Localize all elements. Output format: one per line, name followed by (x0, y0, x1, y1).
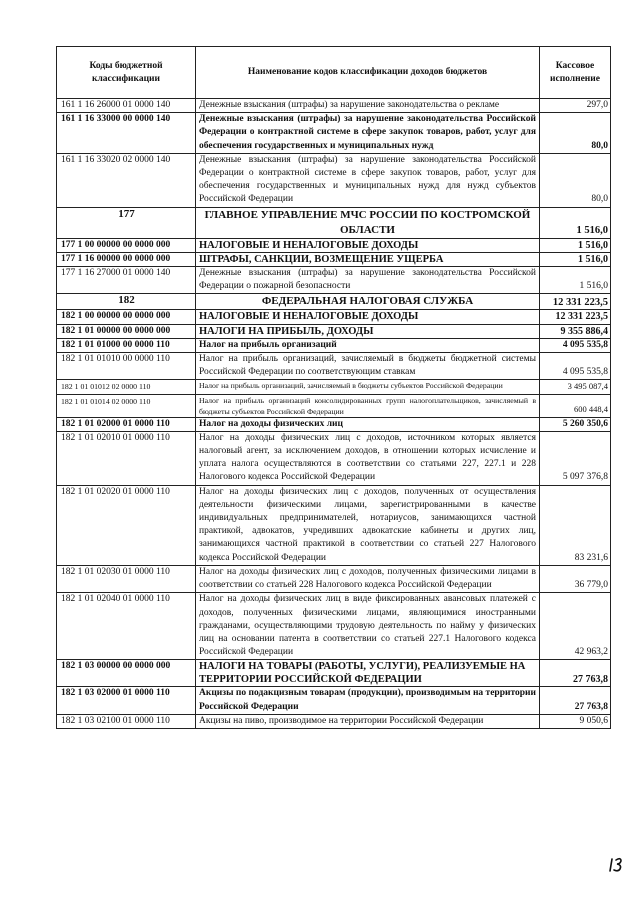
row-name: Денежные взыскания (штрафы) за нарушение законодательства о рекламе (196, 99, 540, 113)
row-code: 177 1 00 00000 00 0000 000 (57, 238, 196, 252)
row-code: 177 (57, 207, 196, 238)
row-code: 177 1 16 27000 01 0000 140 (57, 267, 196, 294)
row-name: Денежные взыскания (штрафы) за нарушение законодательства Российской Федерации о пожарной безопасности (196, 267, 540, 294)
row-name: НАЛОГИ НА ТОВАРЫ (РАБОТЫ, УСЛУГИ), РЕАЛИЗУЕМЫЕ НА ТЕРРИТОРИИ РОССИЙСКОЙ ФЕДЕРАЦИИ (196, 660, 540, 687)
row-name: ШТРАФЫ, САНКЦИИ, ВОЗМЕЩЕНИЕ УЩЕРБА (196, 252, 540, 266)
row-name: ФЕДЕРАЛЬНАЯ НАЛОГОВАЯ СЛУЖБА (196, 294, 540, 310)
row-code: 182 1 01 01014 02 0000 110 (57, 394, 196, 417)
row-amount: 80,0 (540, 153, 611, 207)
row-code: 182 1 03 02100 01 0000 110 (57, 714, 196, 728)
row-code: 182 1 01 02010 01 0000 110 (57, 431, 196, 485)
table-row (57, 394, 611, 417)
row-name: Налог на доходы физических лиц в виде фиксированных авансовых платежей с доходов, полученных физическими лицами, являющимися иностранными гражданами, осуществляющими трудовую деятельность по найму у физических лиц на основании патента в соответствии со статьей 227.1 Налогового кодекса Российской Федерации (196, 593, 540, 660)
table-row (57, 714, 611, 728)
row-code: 182 1 00 00000 00 0000 000 (57, 310, 196, 324)
row-code: 182 1 01 01010 00 0000 110 (57, 353, 196, 380)
header-amount: Кассовое исполнение (540, 47, 611, 99)
row-name: Налог на прибыль организаций, зачисляемый в бюджеты субъектов Российской Федерации (196, 380, 540, 394)
row-code: 182 1 01 02000 01 0000 110 (57, 417, 196, 431)
row-name: Налог на доходы физических лиц с доходов, полученных от осуществления деятельности физическими лицами, зарегистрированными в качестве индивидуальных предпринимателей, нотариусов, занимающихся частной практикой, адвокатов, учредивших адвокатские кабинеты и других лиц, занимающихся частной практикой в соответствии со статьей 227 Налогового кодекса Российской Федерации (196, 485, 540, 565)
table-row (57, 660, 611, 687)
row-name: Налог на доходы физических лиц (196, 417, 540, 431)
row-code: 182 1 03 02000 01 0000 110 (57, 687, 196, 714)
table-row (57, 593, 611, 660)
table-row (57, 310, 611, 324)
row-code: 161 1 16 26000 01 0000 140 (57, 99, 196, 113)
row-amount: 9 355 886,4 (540, 324, 611, 338)
row-name: Акцизы по подакцизным товарам (продукции), производимым на территории Российской Федерации (196, 687, 540, 714)
row-amount: 12 331 223,5 (540, 310, 611, 324)
table-row (57, 267, 611, 294)
row-name: Налог на прибыль организаций консолидированных групп налогоплательщиков, зачисляемый в бюджеты субъектов Российской Федерации (196, 394, 540, 417)
row-amount: 600 448,4 (540, 394, 611, 417)
row-code: 182 1 01 02030 01 0000 110 (57, 565, 196, 592)
row-code: 182 1 01 00000 00 0000 000 (57, 324, 196, 338)
row-amount: 1 516,0 (540, 238, 611, 252)
table-row (57, 417, 611, 431)
row-amount: 1 516,0 (540, 252, 611, 266)
page-number-handwritten (608, 856, 626, 874)
header-code: Коды бюджетной классификации (57, 47, 196, 99)
row-amount: 1 516,0 (540, 207, 611, 238)
row-amount: 4 095 535,8 (540, 338, 611, 352)
table-row (57, 252, 611, 266)
row-amount: 3 495 087,4 (540, 380, 611, 394)
row-name: НАЛОГОВЫЕ И НЕНАЛОГОВЫЕ ДОХОДЫ (196, 238, 540, 252)
row-amount: 297,0 (540, 99, 611, 113)
row-name: Денежные взыскания (штрафы) за нарушение законодательства Российской Федерации о контрактной системе в сфере закупок товаров, работ, услуг для обеспечения государственных и муниципальных нужд (196, 113, 540, 154)
row-name: Денежные взыскания (штрафы) за нарушение законодательства Российской Федерации о контрактной системе в сфере закупок товаров, работ, услуг для обеспечения государственных и муниципальных нужд для нужд субъектов Российской Федерации (196, 153, 540, 207)
row-name: НАЛОГИ НА ПРИБЫЛЬ, ДОХОДЫ (196, 324, 540, 338)
table-header (57, 47, 611, 99)
row-code: 182 1 03 00000 00 0000 000 (57, 660, 196, 687)
row-code: 182 1 01 02040 01 0000 110 (57, 593, 196, 660)
row-code: 161 1 16 33020 02 0000 140 (57, 153, 196, 207)
row-amount: 4 095 535,8 (540, 353, 611, 380)
row-amount: 9 050,6 (540, 714, 611, 728)
row-amount: 12 331 223,5 (540, 294, 611, 310)
row-amount: 27 763,8 (540, 660, 611, 687)
table-row (57, 294, 611, 310)
table-row (57, 687, 611, 714)
row-code: 182 (57, 294, 196, 310)
row-name: Налог на доходы физических лиц с доходов, источником которых является налоговый агент, за исключением доходов, в отношении которых исчисление и уплата налога осуществляются в соответствии со статьями 227, 227.1 и 228 Налогового кодекса Российской Федерации (196, 431, 540, 485)
table-row (57, 207, 611, 238)
table-row (57, 338, 611, 352)
table-row (57, 99, 611, 113)
row-amount: 5 260 350,6 (540, 417, 611, 431)
row-amount: 42 963,2 (540, 593, 611, 660)
row-name: ГЛАВНОЕ УПРАВЛЕНИЕ МЧС РОССИИ ПО КОСТРОМСКОЙ ОБЛАСТИ (196, 207, 540, 238)
row-amount: 5 097 376,8 (540, 431, 611, 485)
row-code: 182 1 01 01000 00 0000 110 (57, 338, 196, 352)
table-row (57, 485, 611, 565)
row-amount: 83 231,6 (540, 485, 611, 565)
row-amount: 80,0 (540, 113, 611, 154)
row-name: НАЛОГОВЫЕ И НЕНАЛОГОВЫЕ ДОХОДЫ (196, 310, 540, 324)
row-name: Налог на прибыль организаций (196, 338, 540, 352)
row-code: 177 1 16 00000 00 0000 000 (57, 252, 196, 266)
header-name: Наименование кодов классификации доходов бюджетов (196, 47, 540, 99)
table-row (57, 113, 611, 154)
table-row (57, 380, 611, 394)
row-amount: 36 779,0 (540, 565, 611, 592)
row-amount: 1 516,0 (540, 267, 611, 294)
row-code: 182 1 01 01012 02 0000 110 (57, 380, 196, 394)
row-name: Налог на доходы физических лиц с доходов, полученных физическими лицами в соответствии со статьей 228 Налогового кодекса Российской Федерации (196, 565, 540, 592)
row-code: 182 1 01 02020 01 0000 110 (57, 485, 196, 565)
row-name: Налог на прибыль организаций, зачисляемый в бюджеты бюджетной системы Российской Федерации по соответствующим ставкам (196, 353, 540, 380)
table-row (57, 353, 611, 380)
table-row (57, 565, 611, 592)
table-row (57, 153, 611, 207)
row-amount: 27 763,8 (540, 687, 611, 714)
budget-revenue-table (56, 46, 611, 729)
row-code: 161 1 16 33000 00 0000 140 (57, 113, 196, 154)
row-name: Акцизы на пиво, производимое на территории Российской Федерации (196, 714, 540, 728)
table-row (57, 324, 611, 338)
table-row (57, 431, 611, 485)
table-row (57, 238, 611, 252)
